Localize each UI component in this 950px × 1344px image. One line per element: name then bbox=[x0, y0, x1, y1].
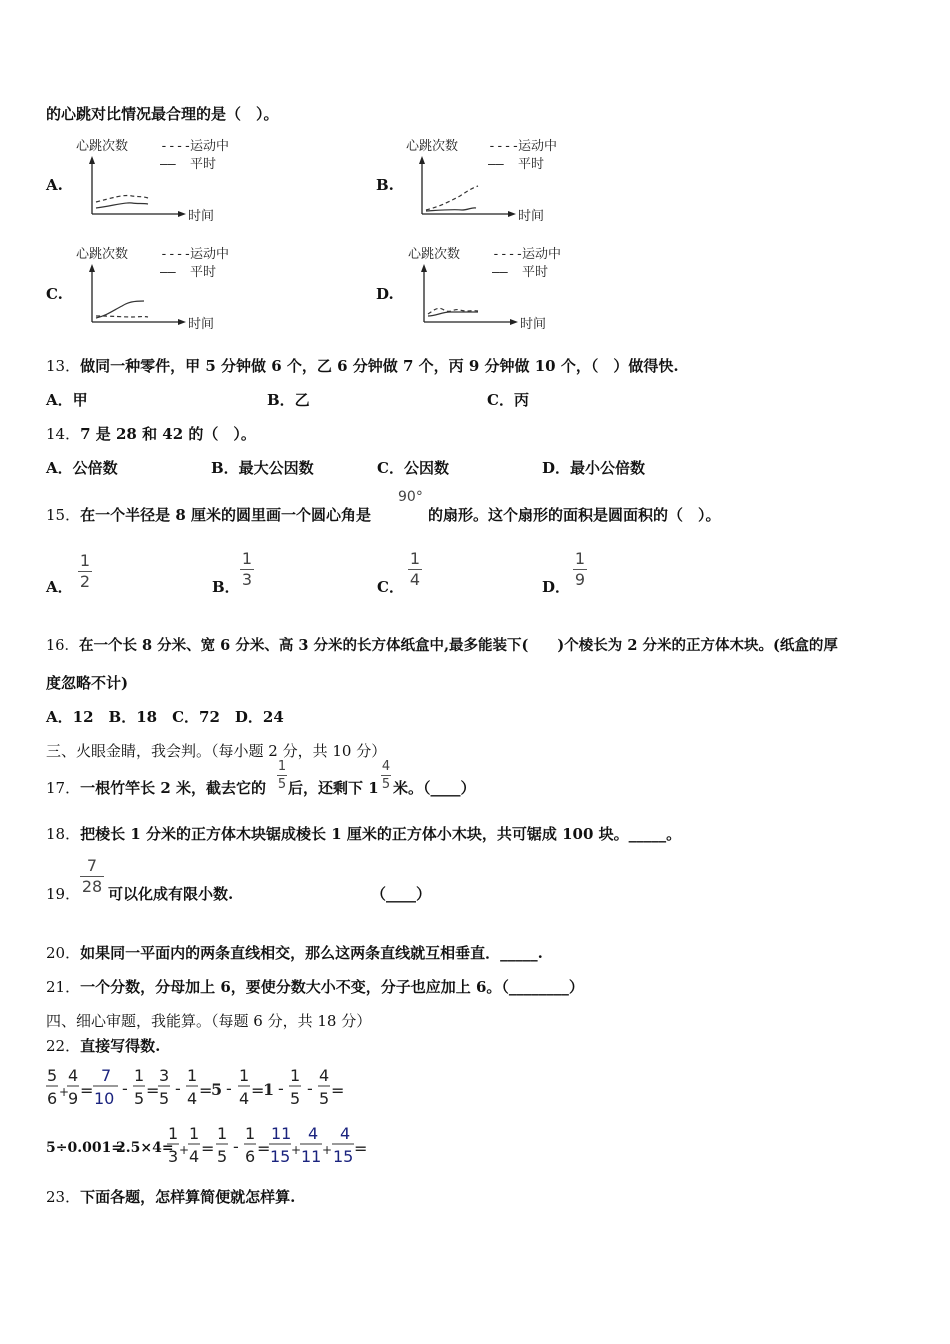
q20: 20．如果同一平面内的两条直线相交，那么这两条直线就互相垂直．_____. bbox=[46, 944, 543, 962]
graph-legend-solid: 平时 bbox=[190, 157, 217, 172]
svg-text:11: 11 bbox=[271, 1124, 292, 1143]
svg-text:-: - bbox=[226, 1079, 232, 1098]
q13-option-c: C．丙 bbox=[487, 391, 529, 409]
svg-text:4: 4 bbox=[308, 1124, 319, 1143]
section-3-heading: 三、火眼金睛，我会判。（每小题 2 分，共 10 分） bbox=[46, 742, 387, 760]
svg-text:1: 1 bbox=[263, 1080, 275, 1099]
svg-text:+: + bbox=[179, 1143, 190, 1157]
svg-text:4: 4 bbox=[319, 1066, 330, 1085]
svg-text:=: = bbox=[331, 1081, 345, 1100]
svg-text:5: 5 bbox=[211, 1080, 223, 1099]
q15-option-a-fraction: 1 2 bbox=[79, 551, 91, 591]
q12-option-b-label: B. bbox=[376, 176, 394, 194]
q14-text: 7 是 28 和 42 的（ ）。 bbox=[80, 425, 256, 443]
svg-text:+: + bbox=[291, 1143, 302, 1157]
q15-text-before: 在一个半径是 8 厘米的圆里画一个圆心角是 bbox=[80, 506, 371, 524]
svg-text:5: 5 bbox=[134, 1089, 145, 1108]
q12-graph-b bbox=[402, 136, 582, 226]
svg-text:3: 3 bbox=[159, 1066, 170, 1085]
q16-number: 16． bbox=[46, 638, 79, 654]
svg-text:6: 6 bbox=[245, 1147, 256, 1166]
q20-number: 20． bbox=[46, 944, 81, 962]
q19-text: 可以化成有限小数. bbox=[108, 885, 234, 903]
q16-options: A．12 B．18 C．72 D．24 bbox=[46, 708, 284, 726]
q12-option-c-label: C. bbox=[46, 285, 63, 303]
svg-text:----: ---- bbox=[492, 247, 524, 262]
svg-text:1: 1 bbox=[189, 1124, 200, 1143]
q17-fraction-1: 1 5 bbox=[277, 759, 287, 792]
svg-text:5: 5 bbox=[47, 1066, 58, 1085]
svg-text:1: 1 bbox=[187, 1066, 198, 1085]
q21: 21．一个分数，分母加上 6，要使分数大小不变，分子也应加上 6。（________） bbox=[46, 978, 584, 996]
svg-text:+: + bbox=[59, 1085, 70, 1099]
q22-row-2-a: 5÷0.001= bbox=[46, 1140, 124, 1156]
graph-y-label: 心跳次数 bbox=[76, 247, 129, 262]
q22: 22．直接写得数. bbox=[46, 1037, 161, 1055]
graph-legend-solid: 平时 bbox=[522, 265, 549, 280]
q23: 23．下面各题，怎样算简便就怎样算. bbox=[46, 1188, 296, 1206]
q12-option-d-label: D. bbox=[376, 285, 394, 303]
graph-x-label: 时间 bbox=[188, 317, 215, 332]
graph-x-label: 时间 bbox=[520, 317, 547, 332]
svg-text:9: 9 bbox=[68, 1089, 79, 1108]
q22-row-1-expressions bbox=[44, 1062, 364, 1112]
q12-stem: 的心跳对比情况最合理的是（ ）。 bbox=[46, 105, 279, 123]
q21-number: 21． bbox=[46, 978, 81, 996]
svg-text:-: - bbox=[307, 1079, 313, 1098]
graph-y-label: 心跳次数 bbox=[408, 247, 461, 262]
q14-option-a: A．公倍数 bbox=[46, 459, 118, 477]
svg-text:=: = bbox=[201, 1139, 215, 1158]
graph-legend-dash: 运动中 bbox=[190, 139, 230, 154]
svg-text:+: + bbox=[322, 1143, 333, 1157]
q19-blank: （____） bbox=[371, 885, 432, 903]
q14-option-c: C．公因数 bbox=[377, 459, 449, 477]
q14-number: 14． bbox=[46, 425, 81, 443]
svg-text:=: = bbox=[251, 1081, 265, 1100]
svg-text:——: —— bbox=[160, 265, 176, 280]
q15-option-c-fraction: 1 4 bbox=[409, 549, 421, 589]
graph-legend-dash: 运动中 bbox=[518, 139, 558, 154]
q15-angle: 90° bbox=[398, 489, 423, 505]
svg-text:1: 1 bbox=[239, 1066, 250, 1085]
q12-graph-d bbox=[402, 244, 582, 334]
graph-legend-solid: 平时 bbox=[518, 157, 545, 172]
graph-legend-dash-line: ---- bbox=[160, 139, 192, 154]
svg-text:-: - bbox=[278, 1079, 284, 1098]
svg-text:=: = bbox=[257, 1139, 271, 1158]
q19-number: 19． bbox=[46, 885, 81, 903]
graph-y-label: 心跳次数 bbox=[406, 139, 459, 154]
svg-text:10: 10 bbox=[94, 1089, 115, 1108]
svg-text:=: = bbox=[199, 1081, 213, 1100]
svg-text:1: 1 bbox=[168, 1124, 179, 1143]
graph-legend-dash: 运动中 bbox=[522, 247, 562, 262]
svg-text:——: —— bbox=[488, 157, 504, 172]
q14 bbox=[46, 423, 256, 444]
graph-legend-dash: 运动中 bbox=[190, 247, 230, 262]
svg-text:15: 15 bbox=[333, 1147, 354, 1166]
svg-text:6: 6 bbox=[47, 1089, 58, 1108]
q13 bbox=[46, 355, 679, 376]
svg-text:3: 3 bbox=[168, 1147, 179, 1166]
svg-text:5: 5 bbox=[290, 1089, 301, 1108]
q17-number: 17． bbox=[46, 779, 81, 797]
q13-text: 做同一种零件，甲 5 分钟做 6 个，乙 6 分钟做 7 个，丙 9 分钟做 10 个，（ ）做得快. bbox=[80, 357, 679, 375]
q16-line2: 度忽略不计) bbox=[46, 674, 129, 692]
svg-text:5: 5 bbox=[319, 1089, 330, 1108]
section-4-heading: 四、细心审题，我能算。（每题 6 分，共 18 分） bbox=[46, 1012, 372, 1030]
svg-text:1: 1 bbox=[217, 1124, 228, 1143]
q18: 18．把棱长 1 分米的正方体木块锯成棱长 1 厘米的正方体小木块，共可锯成 100 块。_____。 bbox=[46, 825, 682, 843]
q15-text-after: 的扇形。这个扇形的面积是圆面积的（ ）。 bbox=[428, 506, 721, 524]
svg-text:1: 1 bbox=[134, 1066, 145, 1085]
svg-text:——: —— bbox=[492, 265, 508, 280]
q13-option-a: A．甲 bbox=[46, 391, 88, 409]
q14-option-b: B．最大公因数 bbox=[211, 459, 314, 477]
graph-legend-solid-line: —— bbox=[160, 157, 176, 172]
q18-number: 18． bbox=[46, 825, 81, 843]
svg-text:----: ---- bbox=[160, 247, 192, 262]
q15-option-a-label: A． bbox=[46, 578, 73, 596]
q15 bbox=[46, 504, 371, 525]
q13-option-b: B．乙 bbox=[267, 391, 310, 409]
q17-text-c: 米。（____） bbox=[393, 779, 476, 797]
graph-x-label: 时间 bbox=[188, 209, 215, 224]
q15-number: 15． bbox=[46, 506, 81, 524]
q17: 17．一根竹竿长 2 米，截去它的 bbox=[46, 779, 266, 797]
svg-text:4: 4 bbox=[239, 1089, 250, 1108]
svg-text:----: ---- bbox=[488, 139, 520, 154]
q22-row-2-b: 2.5×4= bbox=[116, 1140, 174, 1156]
svg-text:4: 4 bbox=[340, 1124, 351, 1143]
q19-fraction: 7 28 bbox=[81, 856, 103, 896]
q13-number: 13． bbox=[46, 357, 81, 375]
q15-option-b-label: B． bbox=[212, 578, 240, 596]
q23-number: 23． bbox=[46, 1188, 81, 1206]
q15-option-d-fraction: 1 9 bbox=[574, 549, 586, 589]
svg-text:11: 11 bbox=[301, 1147, 322, 1166]
q12-graph-a bbox=[72, 136, 252, 226]
q15-option-b-fraction: 1 3 bbox=[241, 549, 253, 589]
svg-text:1: 1 bbox=[245, 1124, 256, 1143]
graph-x-label: 时间 bbox=[518, 209, 545, 224]
q15-option-d-label: D． bbox=[542, 578, 571, 596]
q12-graph-c bbox=[72, 244, 252, 334]
svg-text:=: = bbox=[146, 1081, 160, 1100]
q17-fraction-2: 4 5 bbox=[381, 759, 391, 792]
svg-text:7: 7 bbox=[101, 1066, 112, 1085]
q17-text-b: 后，还剩下 1 bbox=[288, 779, 379, 797]
q22-row-2-expressions bbox=[165, 1120, 375, 1170]
svg-text:5: 5 bbox=[217, 1147, 228, 1166]
q15-option-c-label: C． bbox=[377, 578, 404, 596]
svg-text:5: 5 bbox=[159, 1089, 170, 1108]
svg-text:15: 15 bbox=[270, 1147, 291, 1166]
svg-text:1: 1 bbox=[290, 1066, 301, 1085]
graph-y-label: 心跳次数 bbox=[76, 139, 129, 154]
q22-number: 22． bbox=[46, 1037, 81, 1055]
q16-line1: 16．在一个长 8 分米、宽 6 分米、高 3 分米的长方体纸盒中,最多能装下( )个棱长为 2 分米的正方体木块。(纸盒的厚 bbox=[46, 637, 838, 654]
svg-text:-: - bbox=[175, 1079, 181, 1098]
svg-text:4: 4 bbox=[68, 1066, 79, 1085]
svg-text:4: 4 bbox=[187, 1089, 198, 1108]
svg-text:=: = bbox=[80, 1081, 94, 1100]
svg-text:4: 4 bbox=[189, 1147, 200, 1166]
svg-text:-: - bbox=[122, 1079, 128, 1098]
q14-option-d: D．最小公倍数 bbox=[542, 459, 646, 477]
graph-legend-solid: 平时 bbox=[190, 265, 217, 280]
svg-text:-: - bbox=[233, 1137, 239, 1156]
q12-option-a-label: A. bbox=[46, 176, 63, 194]
svg-text:=: = bbox=[354, 1139, 368, 1158]
